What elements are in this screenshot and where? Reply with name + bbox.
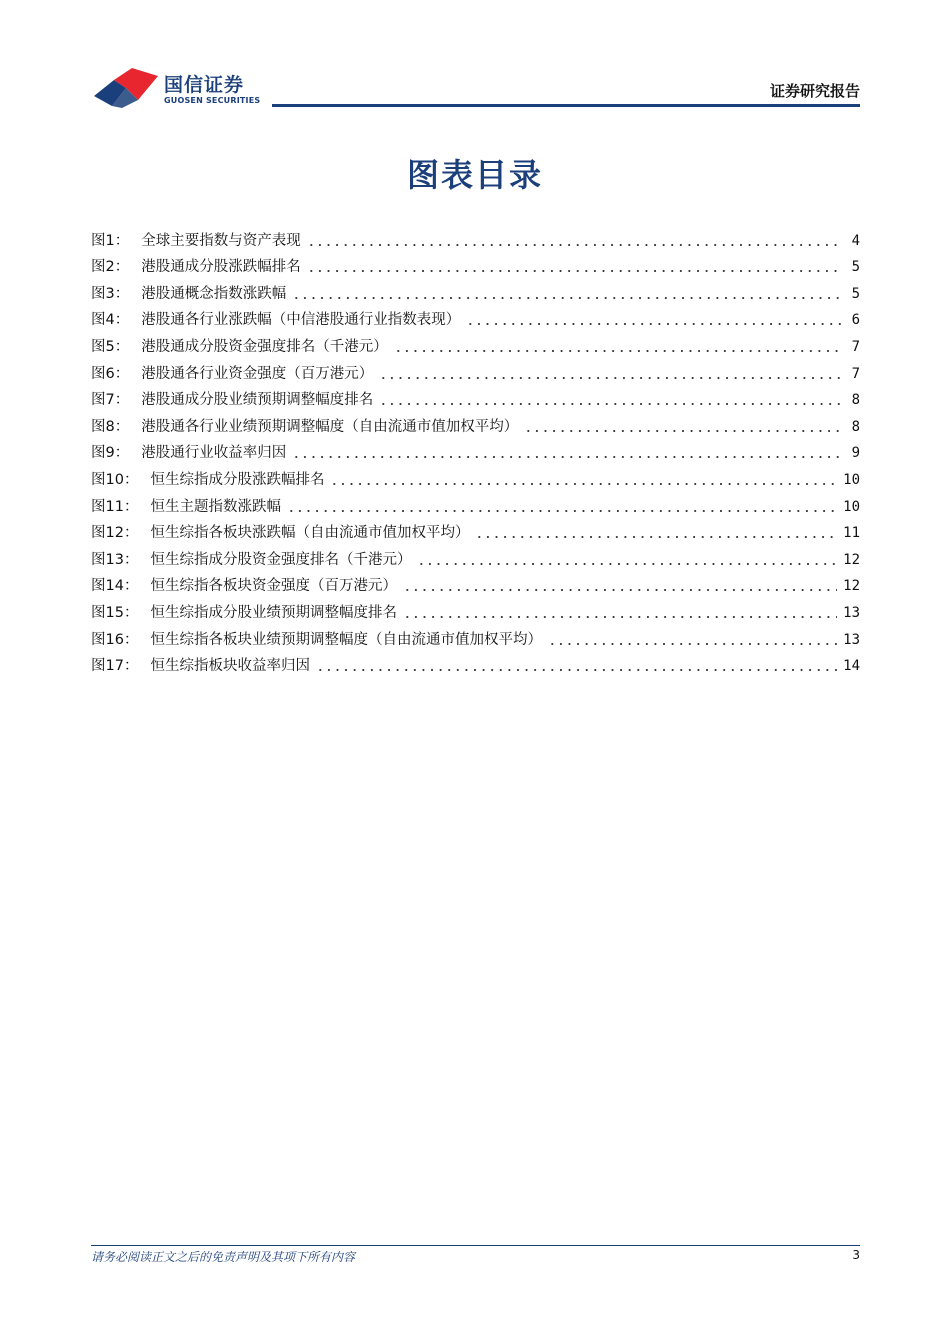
toc-figure-title: 恒生综指各板块资金强度（百万港元） xyxy=(150,578,397,595)
toc-leader-dots xyxy=(524,423,842,433)
toc-leader-dots xyxy=(394,343,842,353)
toc-entry[interactable] xyxy=(91,410,860,437)
toc-figure-title: 恒生综指成分股资金强度排名（千港元） xyxy=(150,551,412,568)
toc-entry[interactable] xyxy=(91,463,860,490)
logo-chinese-name: 国信证券 xyxy=(164,74,245,96)
toc-figure-label: 图10： xyxy=(91,471,139,488)
toc-figure-label: 图3： xyxy=(91,285,130,302)
toc-figure-title: 恒生综指各板块业绩预期调整幅度（自由流通市值加权平均） xyxy=(150,631,542,648)
toc-figure-title: 恒生综指板块收益率归因 xyxy=(150,658,310,675)
toc-entry[interactable] xyxy=(91,277,860,304)
page-title: 图表目录 xyxy=(406,156,543,194)
toc-figure-title: 港股通各行业涨跌幅（中信港股通行业指数表现） xyxy=(141,312,461,329)
toc-leader-dots xyxy=(403,582,837,592)
toc-leader-dots xyxy=(307,237,842,247)
toc-entry[interactable] xyxy=(91,384,860,411)
toc-figure-title: 港股通成分股涨跌幅排名 xyxy=(141,259,301,276)
toc-figure-title: 全球主要指数与资产表现 xyxy=(141,232,301,249)
toc-entry[interactable] xyxy=(91,251,860,278)
toc-figure-label: 图5： xyxy=(91,338,130,355)
toc-leader-dots xyxy=(379,396,842,406)
toc-leader-dots xyxy=(466,316,842,326)
toc-figure-label: 图7： xyxy=(91,392,130,409)
toc-page-number: 7 xyxy=(851,338,860,355)
toc-figure-title: 港股通各行业资金强度（百万港元） xyxy=(141,365,374,382)
toc-figure-label: 图13： xyxy=(91,551,139,568)
toc-page-number: 12 xyxy=(843,578,860,595)
toc-figure-label: 图12： xyxy=(91,525,139,542)
toc-figure-label: 图11： xyxy=(91,498,139,515)
report-type-label: 证券研究报告 xyxy=(769,82,860,100)
toc-page-number: 5 xyxy=(851,285,860,302)
toc-page-number: 13 xyxy=(843,604,860,621)
toc-leader-dots xyxy=(379,370,842,380)
figure-toc-list xyxy=(91,224,860,676)
toc-figure-label: 图9： xyxy=(91,445,130,462)
toc-leader-dots xyxy=(330,476,837,486)
toc-figure-title: 恒生综指成分股业绩预期调整幅度排名 xyxy=(150,604,397,621)
toc-page-number: 4 xyxy=(851,232,860,249)
toc-page-number: 12 xyxy=(843,551,860,568)
toc-figure-title: 港股通成分股资金强度排名（千港元） xyxy=(141,338,388,355)
toc-entry[interactable] xyxy=(91,517,860,544)
toc-figure-label: 图6： xyxy=(91,365,130,382)
toc-page-number: 8 xyxy=(851,418,860,435)
toc-page-number: 11 xyxy=(843,525,860,542)
toc-page-number: 5 xyxy=(851,259,860,276)
toc-page-number: 7 xyxy=(851,365,860,382)
toc-figure-label: 图4： xyxy=(91,312,130,329)
toc-page-number: 8 xyxy=(851,392,860,409)
toc-page-number: 14 xyxy=(843,658,860,675)
toc-figure-label: 图2： xyxy=(91,259,130,276)
toc-entry[interactable] xyxy=(91,596,860,623)
toc-entry[interactable] xyxy=(91,623,860,650)
toc-leader-dots xyxy=(307,263,842,273)
toc-figure-label: 图16： xyxy=(91,631,139,648)
toc-leader-dots xyxy=(292,290,842,300)
toc-figure-title: 恒生综指成分股涨跌幅排名 xyxy=(150,471,325,488)
toc-page-number: 13 xyxy=(843,631,860,648)
toc-entry[interactable] xyxy=(91,304,860,331)
toc-figure-title: 港股通行业收益率归因 xyxy=(141,445,287,462)
guosen-logo xyxy=(92,66,262,112)
toc-figure-title: 港股通成分股业绩预期调整幅度排名 xyxy=(141,392,374,409)
toc-figure-label: 图8： xyxy=(91,418,130,435)
toc-leader-dots xyxy=(316,662,837,672)
toc-figure-title: 港股通概念指数涨跌幅 xyxy=(141,285,287,302)
toc-page-number: 10 xyxy=(843,471,860,488)
toc-entry[interactable] xyxy=(91,224,860,251)
toc-leader-dots xyxy=(403,609,837,619)
toc-figure-label: 图1： xyxy=(91,232,130,249)
toc-entry[interactable] xyxy=(91,650,860,677)
toc-figure-label: 图15： xyxy=(91,604,139,621)
toc-figure-label: 图17： xyxy=(91,658,139,675)
toc-entry[interactable] xyxy=(91,357,860,384)
toc-entry[interactable] xyxy=(91,330,860,357)
toc-entry[interactable] xyxy=(91,570,860,597)
toc-leader-dots xyxy=(287,503,837,513)
toc-figure-title: 恒生主题指数涨跌幅 xyxy=(150,498,281,515)
toc-figure-label: 图14： xyxy=(91,578,139,595)
toc-entry[interactable] xyxy=(91,543,860,570)
toc-page-number: 10 xyxy=(843,498,860,515)
toc-leader-dots xyxy=(292,449,842,459)
toc-entry[interactable] xyxy=(91,437,860,464)
header-divider xyxy=(272,104,860,107)
toc-figure-title: 恒生综指各板块涨跌幅（自由流通市值加权平均） xyxy=(150,525,470,542)
toc-page-number: 9 xyxy=(851,445,860,462)
toc-leader-dots xyxy=(475,529,837,539)
toc-page-number: 6 xyxy=(851,312,860,329)
footer-disclaimer: 请务必阅读正文之后的免责声明及其项下所有内容 xyxy=(91,1250,356,1264)
logo-english-name: GUOSEN SECURITIES xyxy=(164,96,261,105)
toc-leader-dots xyxy=(417,556,837,566)
footer-divider xyxy=(91,1245,860,1246)
toc-leader-dots xyxy=(548,636,837,646)
guosen-logo-icon xyxy=(92,66,160,110)
toc-entry[interactable] xyxy=(91,490,860,517)
page-number: 3 xyxy=(852,1248,860,1262)
toc-figure-title: 港股通各行业业绩预期调整幅度（自由流通市值加权平均） xyxy=(141,418,519,435)
